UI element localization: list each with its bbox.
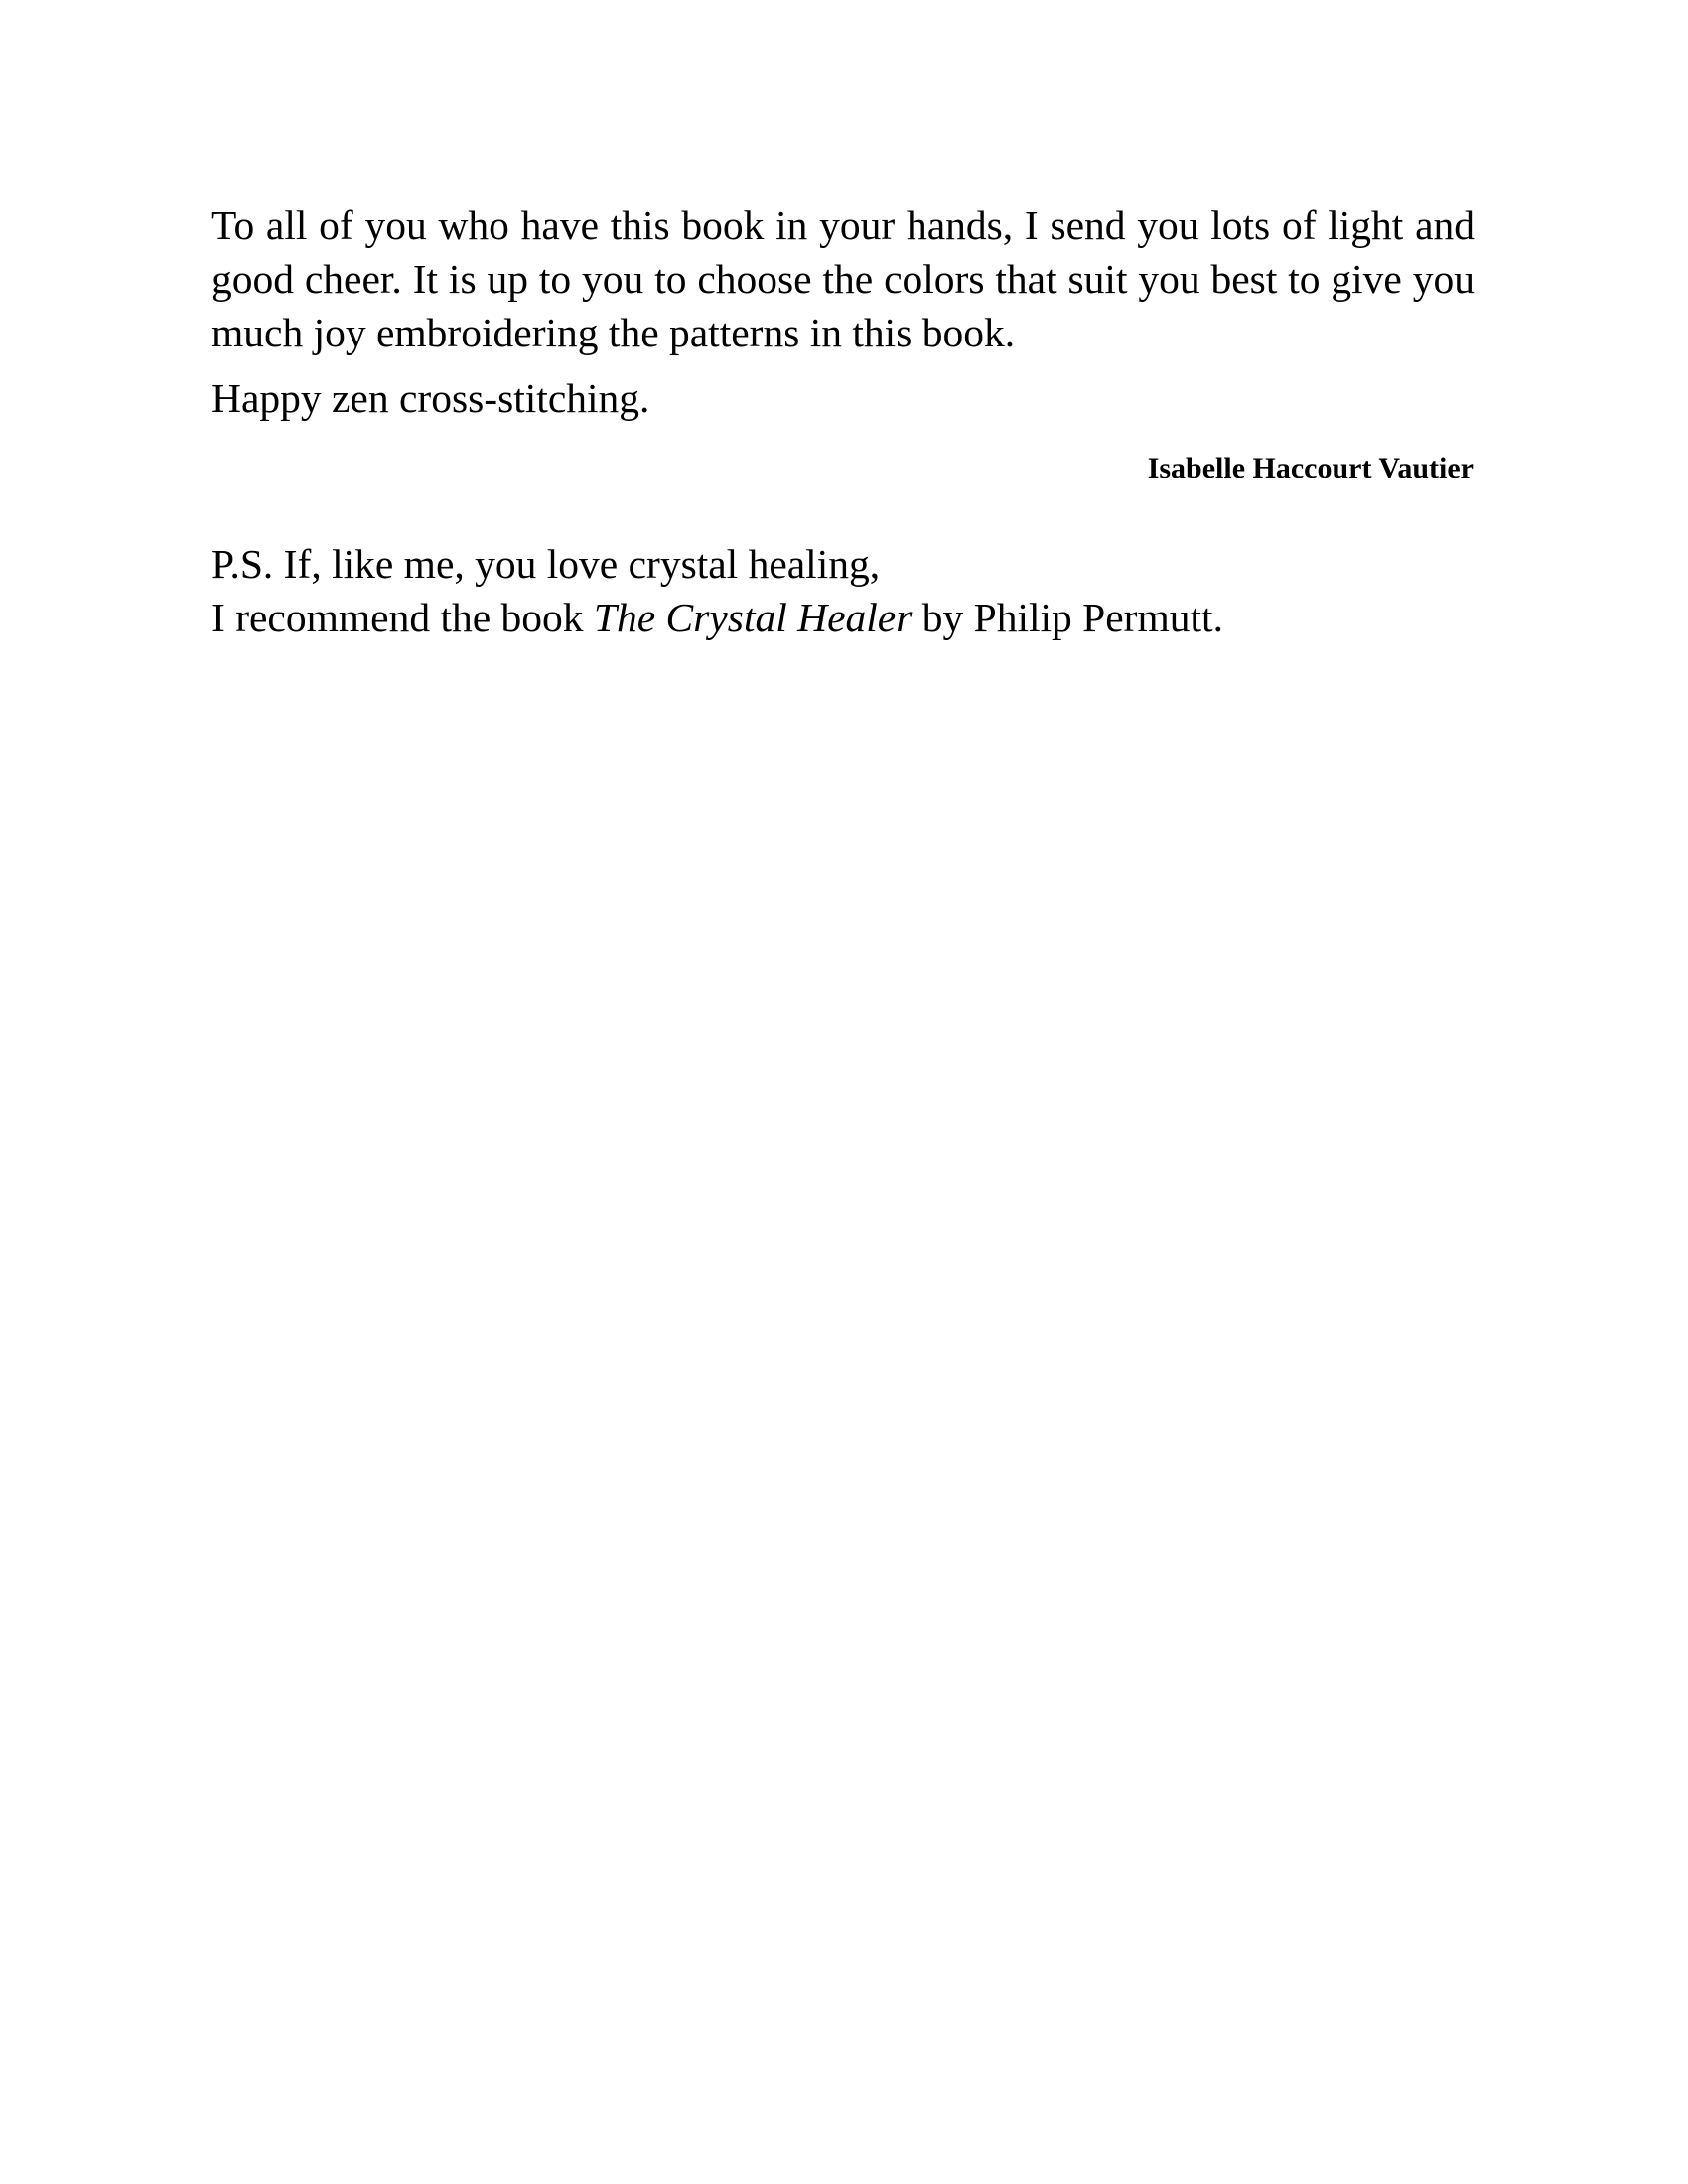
postscript-line-2-tail: by Philip Permutt.	[912, 595, 1223, 640]
postscript	[211, 537, 1475, 644]
intro-paragraph: To all of you who have this book in your hands, I send you lots of light and good cheer. It is up to you to choose the colors that suit you best to give you much joy embroidering the patterns in this book.	[211, 203, 1475, 355]
closing-line: Happy zen cross-stitching.	[211, 375, 650, 421]
postscript-line-1: P.S. If, like me, you love crystal healing,	[211, 541, 881, 587]
postscript-line-2-lead: I recommend the book	[211, 595, 594, 640]
postscript-line-2	[211, 591, 1475, 644]
book-title: The Crystal Healer	[593, 595, 913, 640]
author-signature: Isabelle Haccourt Vautier	[1147, 452, 1474, 484]
